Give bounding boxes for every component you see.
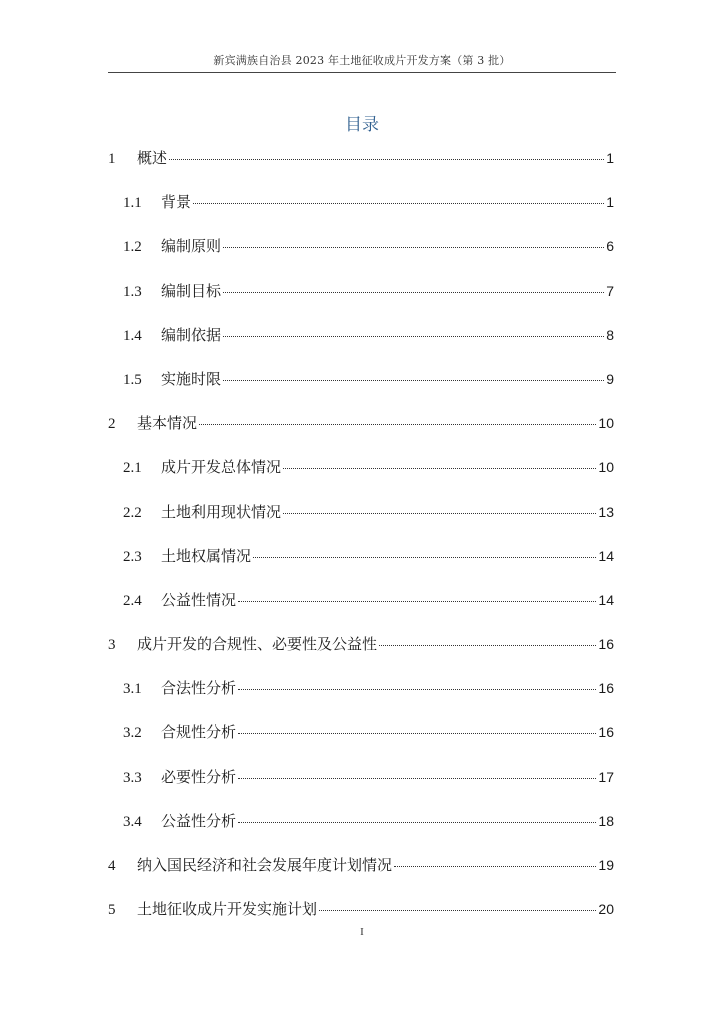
toc-entry[interactable] [108,854,614,898]
toc-entry-page: 16 [598,636,614,653]
toc-entry-page: 10 [598,415,614,432]
toc-entry-title: 成片开发总体情况 [161,458,282,477]
toc-entry-number: 2.1 [123,460,142,477]
toc-entry[interactable] [108,280,614,324]
toc-title: 目录 [345,115,379,135]
toc-entry-title: 合规性分析 [161,723,237,742]
toc-entry-page: 14 [598,547,614,564]
toc-dot-leader [379,645,596,646]
toc-entry-number: 4 [108,858,116,874]
toc-dot-leader [238,733,596,734]
toc-entry[interactable] [108,147,614,191]
toc-dot-leader [238,601,596,602]
toc-entry[interactable] [108,456,614,500]
toc-entry-number: 2.3 [123,548,142,565]
toc-entry-page: 9 [606,370,614,387]
toc-dot-leader [253,557,596,558]
toc-dot-leader [319,910,596,911]
page-number: I [360,926,364,938]
toc-entry-title: 实施时限 [161,369,222,388]
toc-entry-number: 1.1 [123,195,142,212]
toc-entry-page: 16 [598,680,614,697]
toc-entry[interactable] [108,589,614,633]
toc-entry[interactable] [108,721,614,765]
toc-entry-title: 公益性分析 [161,811,237,830]
toc-entry-title: 公益性情况 [161,590,237,609]
toc-entry-page: 19 [598,857,614,873]
toc-entry-title: 合法性分析 [161,679,237,698]
toc-entry-number: 3.1 [123,681,142,698]
toc-dot-leader [238,778,596,779]
toc-dot-leader [169,159,604,160]
toc-entry-number: 2.2 [123,504,142,521]
toc-entry-number: 1.4 [123,327,142,344]
toc-entry-page: 10 [598,459,614,476]
toc-entry[interactable] [108,191,614,235]
toc-entry-title: 概述 [137,149,168,167]
toc-entry-title: 土地权属情况 [161,546,252,565]
toc-entry[interactable] [108,368,614,412]
toc-entry[interactable] [108,677,614,721]
toc-dot-leader [283,513,596,514]
toc-entry-page: 18 [598,812,614,829]
toc-entry-title: 编制目标 [161,281,222,300]
toc-entry-number: 1 [108,151,116,167]
toc-entry-number: 3.3 [123,769,142,786]
toc-entry-number: 3.4 [123,813,142,830]
toc-entry-page: 17 [598,768,614,785]
toc-dot-leader [223,247,604,248]
toc-entry-number: 2 [108,416,116,433]
toc-entry[interactable] [108,235,614,279]
table-of-contents [108,147,614,942]
toc-entry[interactable] [108,324,614,368]
toc-entry-title: 编制依据 [161,325,222,344]
toc-dot-leader [223,336,604,337]
toc-entry-page: 14 [598,591,614,608]
toc-entry-title: 土地利用现状情况 [161,502,282,521]
toc-entry[interactable] [108,633,614,677]
toc-entry-title: 基本情况 [137,414,198,433]
toc-entry-number: 3 [108,637,116,654]
toc-entry-number: 1.3 [123,283,142,300]
toc-entry-title: 编制原则 [161,237,222,256]
header-divider [108,72,616,73]
toc-entry-page: 20 [598,901,614,918]
toc-entry[interactable] [108,545,614,589]
toc-dot-leader [223,292,604,293]
toc-dot-leader [238,822,596,823]
toc-dot-leader [283,468,596,469]
toc-entry-number: 3.2 [123,725,142,742]
toc-entry-number: 2.4 [123,592,142,609]
toc-entry-page: 1 [606,150,614,166]
toc-entry-number: 1.5 [123,371,142,388]
toc-entry-number: 5 [108,902,116,919]
toc-dot-leader [394,866,596,867]
running-header: 新宾满族自治县 2023 年土地征收成片开发方案（第 3 批） [213,54,511,67]
toc-entry[interactable] [108,501,614,545]
toc-entry-title: 纳入国民经济和社会发展年度计划情况 [137,856,393,874]
toc-entry-number: 1.2 [123,239,142,256]
toc-entry[interactable] [108,810,614,854]
toc-entry-title: 必要性分析 [161,767,237,786]
toc-entry-title: 背景 [161,193,192,212]
toc-entry-page: 7 [606,282,614,299]
toc-entry-page: 6 [606,238,614,255]
toc-dot-leader [223,380,604,381]
toc-dot-leader [238,689,596,690]
toc-entry-page: 8 [606,326,614,343]
toc-entry[interactable] [108,766,614,810]
toc-entry-page: 16 [598,724,614,741]
toc-entry-title: 成片开发的合规性、必要性及公益性 [137,635,378,654]
toc-entry-page: 1 [606,194,614,211]
toc-entry-title: 土地征收成片开发实施计划 [137,900,318,919]
toc-dot-leader [199,424,596,425]
toc-entry[interactable] [108,412,614,456]
toc-entry-page: 13 [598,503,614,520]
toc-dot-leader [193,203,604,204]
